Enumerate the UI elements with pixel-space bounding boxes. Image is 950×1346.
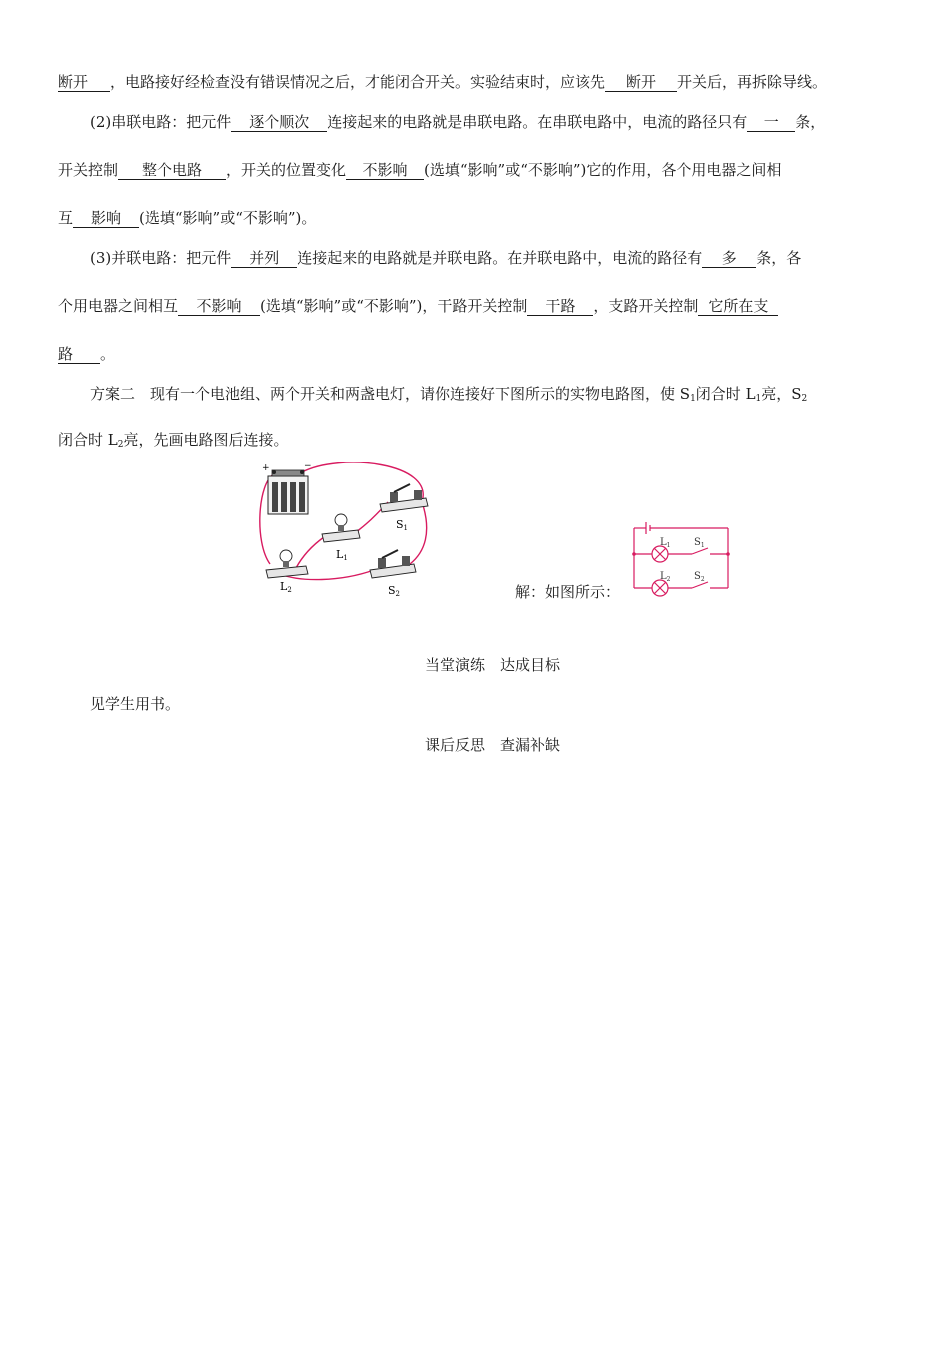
subscript: 2 xyxy=(801,394,808,404)
s1-label: S1 xyxy=(396,518,409,532)
para-2-line-1 xyxy=(90,112,825,132)
text: 开关控制 xyxy=(58,161,119,179)
section-heading-practice: 当堂演练 达成目标 xyxy=(424,656,560,674)
answer-blank: 不影响 xyxy=(178,297,260,316)
text: (选填“影响”或“不影响”)，干路开关控制 xyxy=(260,297,528,315)
section-heading-reflection: 课后反思 查漏补缺 xyxy=(424,736,560,754)
switch-s2 xyxy=(370,550,416,578)
para-2-line-2 xyxy=(58,160,781,180)
l2-label: L2 xyxy=(280,580,292,594)
answer-blank: 并列 xyxy=(231,249,297,268)
wire xyxy=(302,462,423,502)
answer-blank: 不影响 xyxy=(346,161,424,180)
answer-blank: 整个电路 xyxy=(118,161,226,180)
text: 互 xyxy=(58,209,74,227)
physical-circuit-figure xyxy=(250,462,440,602)
text: 连接起来的电路就是串联电路。在串联电路中，电流的路径只有 xyxy=(327,113,748,131)
battery-minus-label: − xyxy=(304,462,312,471)
answer-blank: 断开 xyxy=(58,73,110,92)
para-3-line-1 xyxy=(90,248,801,268)
para-4-line-2 xyxy=(58,430,288,455)
text: 亮，先画电路图后连接。 xyxy=(123,431,289,449)
body-text: 见学生用书。 xyxy=(90,695,181,713)
text: 闭合时 L xyxy=(695,385,756,403)
para-4-line-1 xyxy=(90,384,807,409)
s2-label: S2 xyxy=(388,584,401,598)
subscript: 1 xyxy=(690,394,696,404)
answer-blank: 断开 xyxy=(605,73,677,92)
answer-blank: 一 xyxy=(747,113,795,132)
text: ，开关的位置变化 xyxy=(226,161,347,179)
text: 条，各 xyxy=(756,249,802,267)
lamp-l2 xyxy=(266,550,308,578)
wire xyxy=(410,502,427,564)
para-2-line-3 xyxy=(58,208,316,228)
solution-label: 解：如图所示： xyxy=(515,583,621,601)
schematic-l1-label: $L_1$ xyxy=(660,537,671,549)
text: 开关后，再拆除导线。 xyxy=(677,73,828,91)
subscript: 2 xyxy=(117,440,124,450)
lamp-l1 xyxy=(322,514,360,542)
answer-blank: 干路 xyxy=(527,297,593,316)
text: 条， xyxy=(795,113,826,131)
text: 个用电器之间相互 xyxy=(58,297,179,315)
answer-blank: 路 xyxy=(58,345,100,364)
answer-blank: 它所在支 xyxy=(698,297,778,316)
wire xyxy=(296,537,324,568)
text: 闭合时 L xyxy=(58,431,118,449)
l1-label: L1 xyxy=(336,548,348,562)
text: 亮，S xyxy=(761,385,802,403)
schematic-s1-label: $S_1$ xyxy=(694,537,705,549)
para-3-line-2 xyxy=(58,296,778,316)
text: (3)并联电路：把元件 xyxy=(90,249,232,267)
text: 。 xyxy=(100,345,116,363)
text: 连接起来的电路就是并联电路。在并联电路中，电流的路径有 xyxy=(297,249,703,267)
answer-blank: 影响 xyxy=(73,209,139,228)
battery-plus-label: + xyxy=(262,463,270,473)
text: ，支路开关控制 xyxy=(593,297,699,315)
answer-blank: 逐个顺次 xyxy=(231,113,327,132)
schematic-l2-label: $L_2$ xyxy=(660,571,671,583)
switch-s1 xyxy=(380,484,428,512)
text: (选填“影响”或“不影响”)。 xyxy=(139,209,317,227)
para-1-line-1 xyxy=(58,72,827,92)
text: ，电路接好经检查没有错误情况之后，才能闭合开关。实验结束时，应该先 xyxy=(110,73,606,91)
para-3-line-3 xyxy=(58,344,115,364)
schematic-circuit-diagram xyxy=(630,518,734,602)
text: (2)串联电路：把元件 xyxy=(90,113,232,131)
subscript: 1 xyxy=(755,394,762,404)
text: 方案二 现有一个电池组、两个开关和两盏电灯，请你连接好下图所示的实物电路图，使 S xyxy=(90,385,691,403)
answer-blank: 多 xyxy=(702,249,756,268)
text: (选填“影响”或“不影响”)它的作用，各个用电器之间相 xyxy=(424,161,782,179)
battery xyxy=(268,470,308,514)
schematic-s2-label: $S_2$ xyxy=(694,571,705,583)
